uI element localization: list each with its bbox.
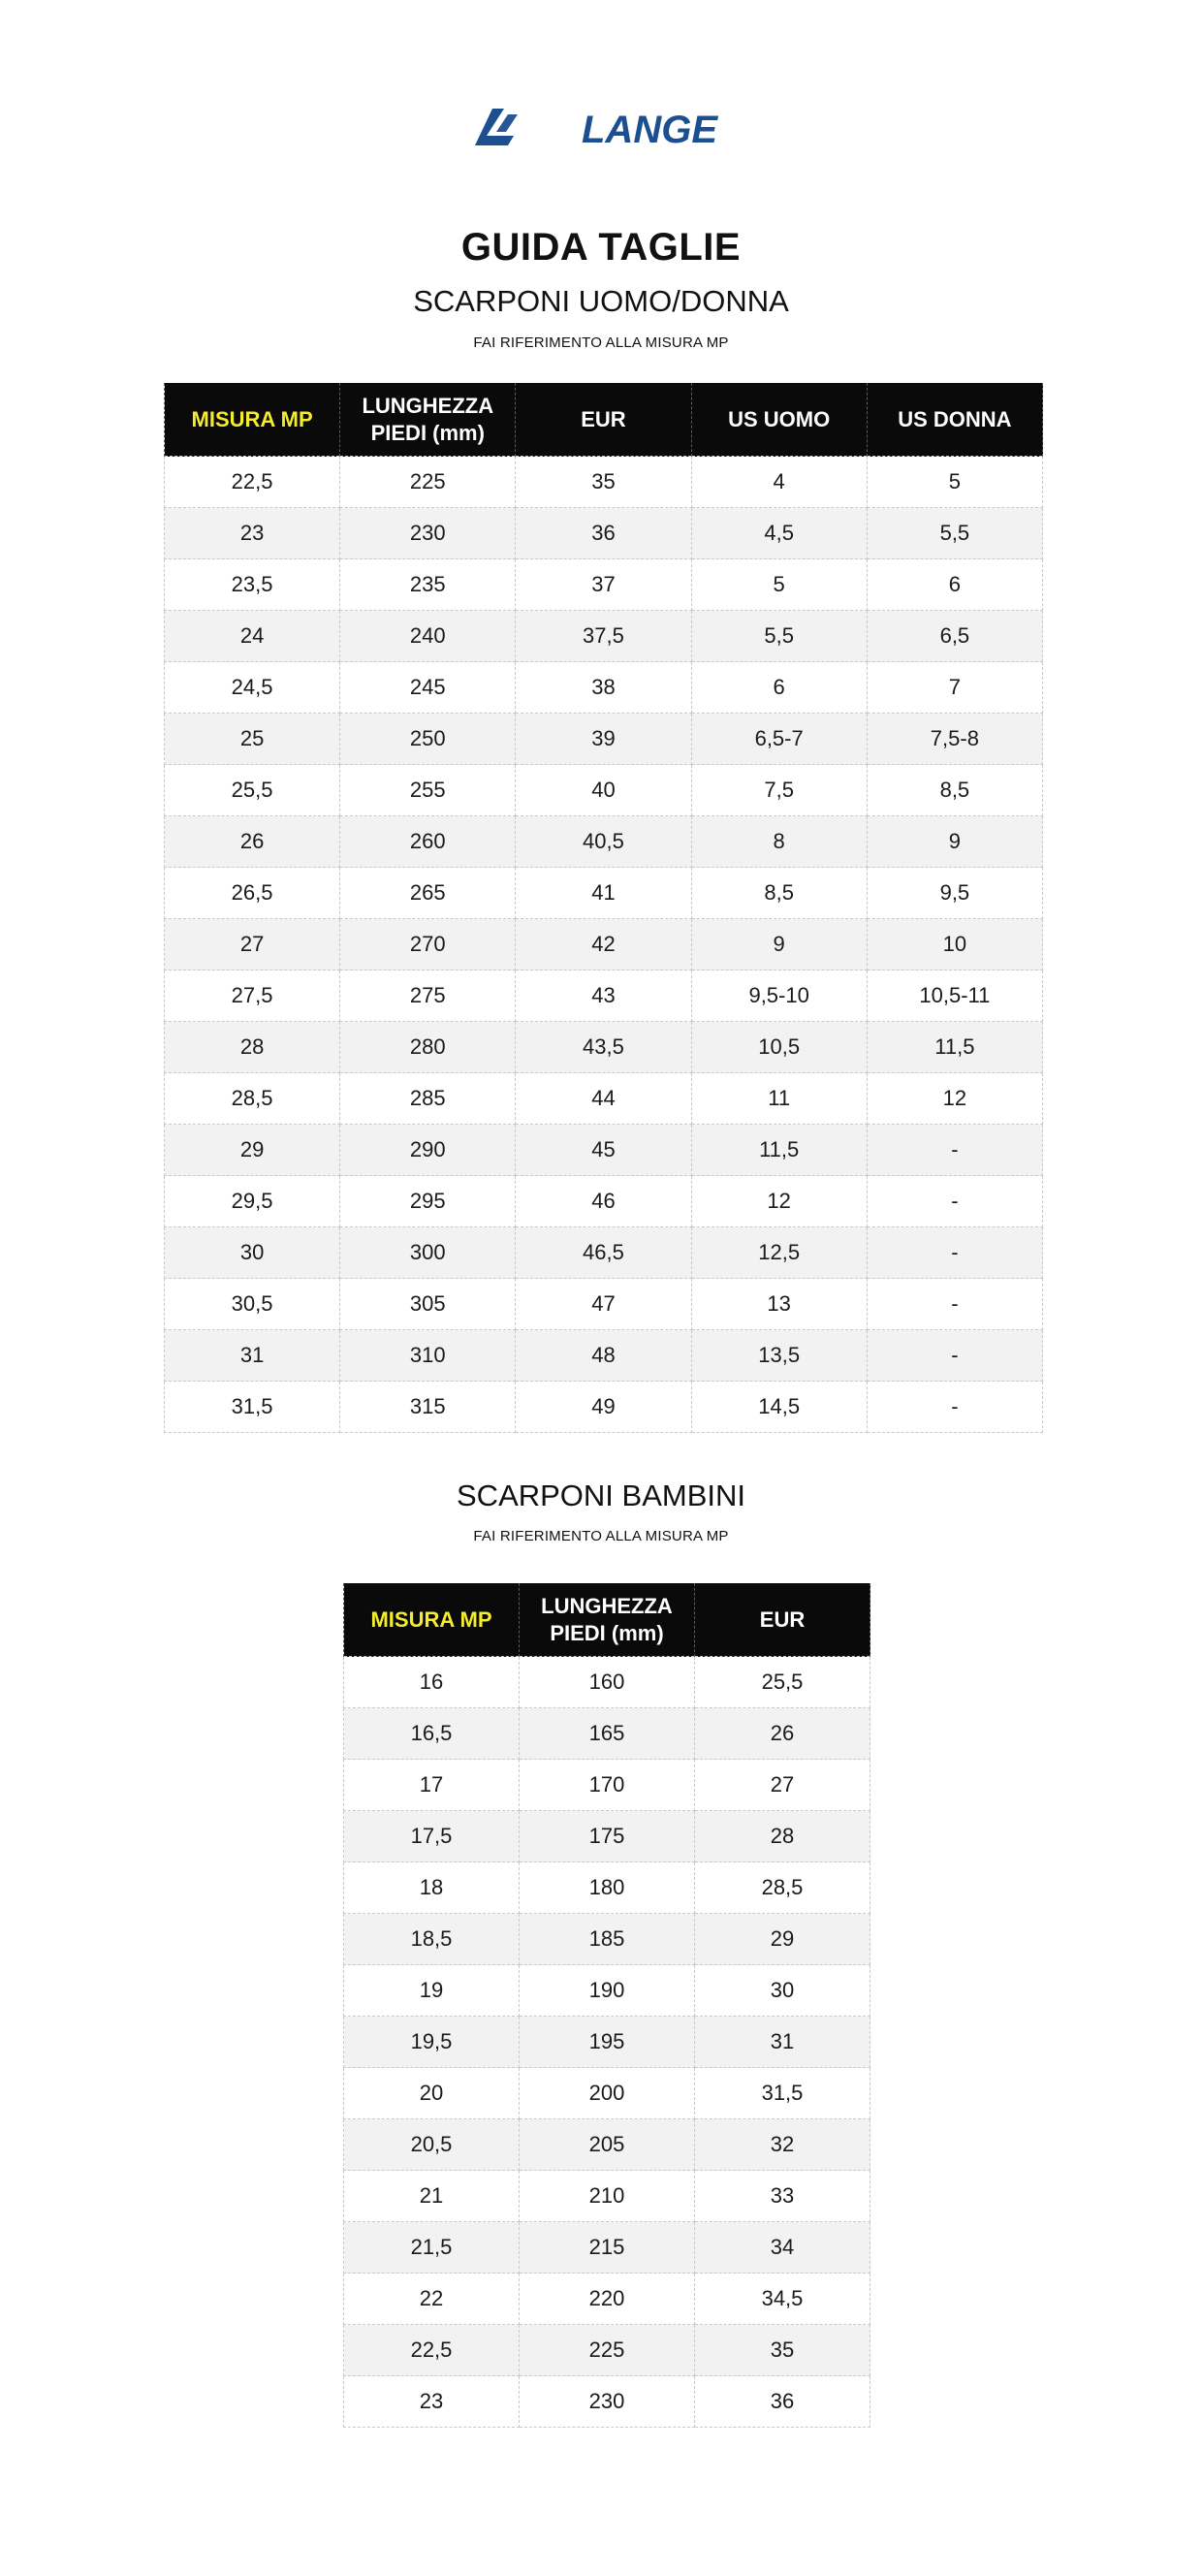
table-cell: 9 xyxy=(691,919,867,970)
table-cell: 8 xyxy=(691,816,867,868)
column-header-label: PIEDI (mm) xyxy=(370,420,485,445)
table-cell: 25 xyxy=(165,714,340,765)
table-cell: 36 xyxy=(516,508,691,559)
table-cell: 31 xyxy=(165,1330,340,1382)
table-cell: 28 xyxy=(695,1811,870,1862)
table-cell: 225 xyxy=(520,2325,695,2376)
adult-size-table xyxy=(164,383,1043,1433)
table-cell: 29,5 xyxy=(165,1176,340,1227)
table-cell: 12 xyxy=(691,1176,867,1227)
table-row xyxy=(165,508,1043,559)
table-cell: 12 xyxy=(867,1073,1042,1125)
table-cell: - xyxy=(867,1125,1042,1176)
table-cell: 20,5 xyxy=(344,2119,520,2171)
table-cell: 22,5 xyxy=(344,2325,520,2376)
table-cell: 23 xyxy=(165,508,340,559)
table-cell: 47 xyxy=(516,1279,691,1330)
kids-section-title: SCARPONI BAMBINI xyxy=(457,1479,745,1512)
table-cell: 190 xyxy=(520,1965,695,2017)
table-cell: 230 xyxy=(340,508,516,559)
column-header-label: EUR xyxy=(581,406,626,431)
table-cell: - xyxy=(867,1330,1042,1382)
table-cell: 175 xyxy=(520,1811,695,1862)
table-cell: 180 xyxy=(520,1862,695,1914)
column-header-label: EUR xyxy=(759,1606,806,1632)
table-cell: 22,5 xyxy=(165,457,340,508)
table-cell: 13,5 xyxy=(691,1330,867,1382)
table-cell: 14,5 xyxy=(691,1382,867,1433)
table-cell: 5,5 xyxy=(691,611,867,662)
table-cell: 6 xyxy=(691,662,867,714)
table-cell: 7 xyxy=(867,662,1042,714)
table-row xyxy=(344,1811,870,1862)
table-cell: 285 xyxy=(340,1073,516,1125)
table-cell: 11 xyxy=(691,1073,867,1125)
table-cell: 10,5 xyxy=(691,1022,867,1073)
table-row xyxy=(165,1227,1043,1279)
table-cell: 37,5 xyxy=(516,611,691,662)
table-cell: 20 xyxy=(344,2068,520,2119)
table-cell: 26,5 xyxy=(165,868,340,919)
table-cell: 28 xyxy=(165,1022,340,1073)
table-cell: 33 xyxy=(695,2171,870,2222)
table-cell: 31,5 xyxy=(695,2068,870,2119)
table-cell: 40 xyxy=(516,765,691,816)
table-row xyxy=(344,2171,870,2222)
table-cell: 8,5 xyxy=(867,765,1042,816)
table-cell: 25,5 xyxy=(165,765,340,816)
table-cell: 5 xyxy=(691,559,867,611)
table-row xyxy=(165,1022,1043,1073)
table-cell: 315 xyxy=(340,1382,516,1433)
table-cell: 26 xyxy=(165,816,340,868)
table-cell: 31,5 xyxy=(165,1382,340,1433)
table-cell: 23 xyxy=(344,2376,520,2428)
column-header-label: MISURA MP xyxy=(370,1606,492,1632)
table-cell: 200 xyxy=(520,2068,695,2119)
table-cell: 6,5-7 xyxy=(691,714,867,765)
table-cell: 12,5 xyxy=(691,1227,867,1279)
table-cell: 185 xyxy=(520,1914,695,1965)
column-header xyxy=(516,383,691,457)
table-cell: 44 xyxy=(516,1073,691,1125)
table-cell: 31 xyxy=(695,2017,870,2068)
table-cell: 220 xyxy=(520,2274,695,2325)
column-header xyxy=(691,383,867,457)
table-cell: 29 xyxy=(165,1125,340,1176)
table-row xyxy=(165,662,1043,714)
column-header xyxy=(520,1583,695,1657)
kids-size-table xyxy=(343,1583,870,2428)
table-row xyxy=(344,2222,870,2274)
table-cell: 210 xyxy=(520,2171,695,2222)
table-cell: 10 xyxy=(867,919,1042,970)
table-cell: 26 xyxy=(695,1708,870,1760)
table-cell: 265 xyxy=(340,868,516,919)
table-cell: 30,5 xyxy=(165,1279,340,1330)
table-cell: 30 xyxy=(165,1227,340,1279)
table-cell: - xyxy=(867,1227,1042,1279)
table-cell: 39 xyxy=(516,714,691,765)
column-header-label: PIEDI (mm) xyxy=(550,1620,664,1645)
table-row xyxy=(165,868,1043,919)
table-cell: 11,5 xyxy=(691,1125,867,1176)
table-cell: 13 xyxy=(691,1279,867,1330)
table-cell: 4,5 xyxy=(691,508,867,559)
table-row xyxy=(165,816,1043,868)
table-cell: 34 xyxy=(695,2222,870,2274)
table-row xyxy=(344,2376,870,2428)
table-cell: 38 xyxy=(516,662,691,714)
table-row xyxy=(165,457,1043,508)
table-cell: 18,5 xyxy=(344,1914,520,1965)
table-cell: 45 xyxy=(516,1125,691,1176)
table-cell: 37 xyxy=(516,559,691,611)
page-title: GUIDA TAGLIE xyxy=(460,226,742,269)
table-cell: 41 xyxy=(516,868,691,919)
table-row xyxy=(344,1965,870,2017)
table-cell: 46,5 xyxy=(516,1227,691,1279)
table-cell: 19 xyxy=(344,1965,520,2017)
table-cell: 48 xyxy=(516,1330,691,1382)
table-cell: 245 xyxy=(340,662,516,714)
table-cell: 29 xyxy=(695,1914,870,1965)
table-row xyxy=(165,1279,1043,1330)
table-cell: 305 xyxy=(340,1279,516,1330)
table-cell: 49 xyxy=(516,1382,691,1433)
table-cell: 21 xyxy=(344,2171,520,2222)
table-cell: 250 xyxy=(340,714,516,765)
table-row xyxy=(165,765,1043,816)
table-cell: 27,5 xyxy=(165,970,340,1022)
table-cell: 255 xyxy=(340,765,516,816)
column-header xyxy=(344,1583,520,1657)
table-cell: 42 xyxy=(516,919,691,970)
table-cell: 165 xyxy=(520,1708,695,1760)
table-cell: 8,5 xyxy=(691,868,867,919)
table-row xyxy=(344,2017,870,2068)
column-header-label: US DONNA xyxy=(898,406,1012,431)
table-cell: 300 xyxy=(340,1227,516,1279)
table-cell: 24,5 xyxy=(165,662,340,714)
table-cell: 30 xyxy=(695,1965,870,2017)
lange-logo-wordmark: LANGE xyxy=(582,109,717,147)
table-cell: 16 xyxy=(344,1657,520,1708)
table-cell: 270 xyxy=(340,919,516,970)
table-row xyxy=(344,2325,870,2376)
table-row xyxy=(165,714,1043,765)
table-cell: 9 xyxy=(867,816,1042,868)
column-header xyxy=(340,383,516,457)
kids-section-note: FAI RIFERIMENTO ALLA MISURA MP xyxy=(473,1528,729,1544)
table-cell: 5 xyxy=(867,457,1042,508)
table-cell: 9,5-10 xyxy=(691,970,867,1022)
table-cell: - xyxy=(867,1382,1042,1433)
table-row xyxy=(165,559,1043,611)
table-cell: 11,5 xyxy=(867,1022,1042,1073)
table-row xyxy=(344,2274,870,2325)
table-cell: - xyxy=(867,1176,1042,1227)
table-cell: 310 xyxy=(340,1330,516,1382)
table-cell: 24 xyxy=(165,611,340,662)
table-row xyxy=(344,2068,870,2119)
table-cell: 43,5 xyxy=(516,1022,691,1073)
table-cell: 6 xyxy=(867,559,1042,611)
column-header xyxy=(867,383,1042,457)
column-header xyxy=(165,383,340,457)
table-cell: 22 xyxy=(344,2274,520,2325)
table-cell: 4 xyxy=(691,457,867,508)
table-cell: 23,5 xyxy=(165,559,340,611)
table-row xyxy=(165,611,1043,662)
table-cell: 280 xyxy=(340,1022,516,1073)
table-row xyxy=(344,1657,870,1708)
table-cell: 17 xyxy=(344,1760,520,1811)
table-cell: 205 xyxy=(520,2119,695,2171)
table-row xyxy=(165,1330,1043,1382)
table-cell: 240 xyxy=(340,611,516,662)
table-cell: 235 xyxy=(340,559,516,611)
table-row xyxy=(344,2119,870,2171)
table-cell: 215 xyxy=(520,2222,695,2274)
table-cell: 230 xyxy=(520,2376,695,2428)
table-row xyxy=(165,970,1043,1022)
table-cell: 290 xyxy=(340,1125,516,1176)
table-cell: 46 xyxy=(516,1176,691,1227)
adult-section-title: SCARPONI UOMO/DONNA xyxy=(413,284,789,318)
table-cell: - xyxy=(867,1279,1042,1330)
table-cell: 25,5 xyxy=(695,1657,870,1708)
table-cell: 34,5 xyxy=(695,2274,870,2325)
table-cell: 16,5 xyxy=(344,1708,520,1760)
table-cell: 36 xyxy=(695,2376,870,2428)
table-row xyxy=(165,1382,1043,1433)
table-cell: 195 xyxy=(520,2017,695,2068)
table-row xyxy=(165,1176,1043,1227)
table-row xyxy=(344,1914,870,1965)
table-row xyxy=(344,1708,870,1760)
table-cell: 27 xyxy=(695,1760,870,1811)
table-row xyxy=(344,1862,870,1914)
table-row xyxy=(165,919,1043,970)
table-cell: 225 xyxy=(340,457,516,508)
table-row xyxy=(344,1760,870,1811)
table-cell: 27 xyxy=(165,919,340,970)
table-cell: 17,5 xyxy=(344,1811,520,1862)
table-cell: 10,5-11 xyxy=(867,970,1042,1022)
column-header-label: LUNGHEZZA xyxy=(541,1593,673,1618)
table-cell: 7,5 xyxy=(691,765,867,816)
table-cell: 28,5 xyxy=(165,1073,340,1125)
table-cell: 160 xyxy=(520,1657,695,1708)
table-cell: 170 xyxy=(520,1760,695,1811)
table-row xyxy=(165,1073,1043,1125)
column-header-label: MISURA MP xyxy=(191,406,313,431)
table-cell: 21,5 xyxy=(344,2222,520,2274)
table-row xyxy=(165,1125,1043,1176)
table-cell: 260 xyxy=(340,816,516,868)
table-cell: 5,5 xyxy=(867,508,1042,559)
table-cell: 19,5 xyxy=(344,2017,520,2068)
table-cell: 9,5 xyxy=(867,868,1042,919)
column-header-label: US UOMO xyxy=(728,406,831,431)
table-cell: 35 xyxy=(516,457,691,508)
lange-logo xyxy=(475,107,727,147)
adult-section-note: FAI RIFERIMENTO ALLA MISURA MP xyxy=(473,334,729,351)
table-cell: 6,5 xyxy=(867,611,1042,662)
table-cell: 43 xyxy=(516,970,691,1022)
table-cell: 7,5-8 xyxy=(867,714,1042,765)
table-cell: 40,5 xyxy=(516,816,691,868)
table-cell: 275 xyxy=(340,970,516,1022)
table-cell: 35 xyxy=(695,2325,870,2376)
column-header xyxy=(695,1583,870,1657)
table-cell: 18 xyxy=(344,1862,520,1914)
table-cell: 28,5 xyxy=(695,1862,870,1914)
table-cell: 32 xyxy=(695,2119,870,2171)
table-cell: 295 xyxy=(340,1176,516,1227)
column-header-label: LUNGHEZZA xyxy=(362,393,494,418)
